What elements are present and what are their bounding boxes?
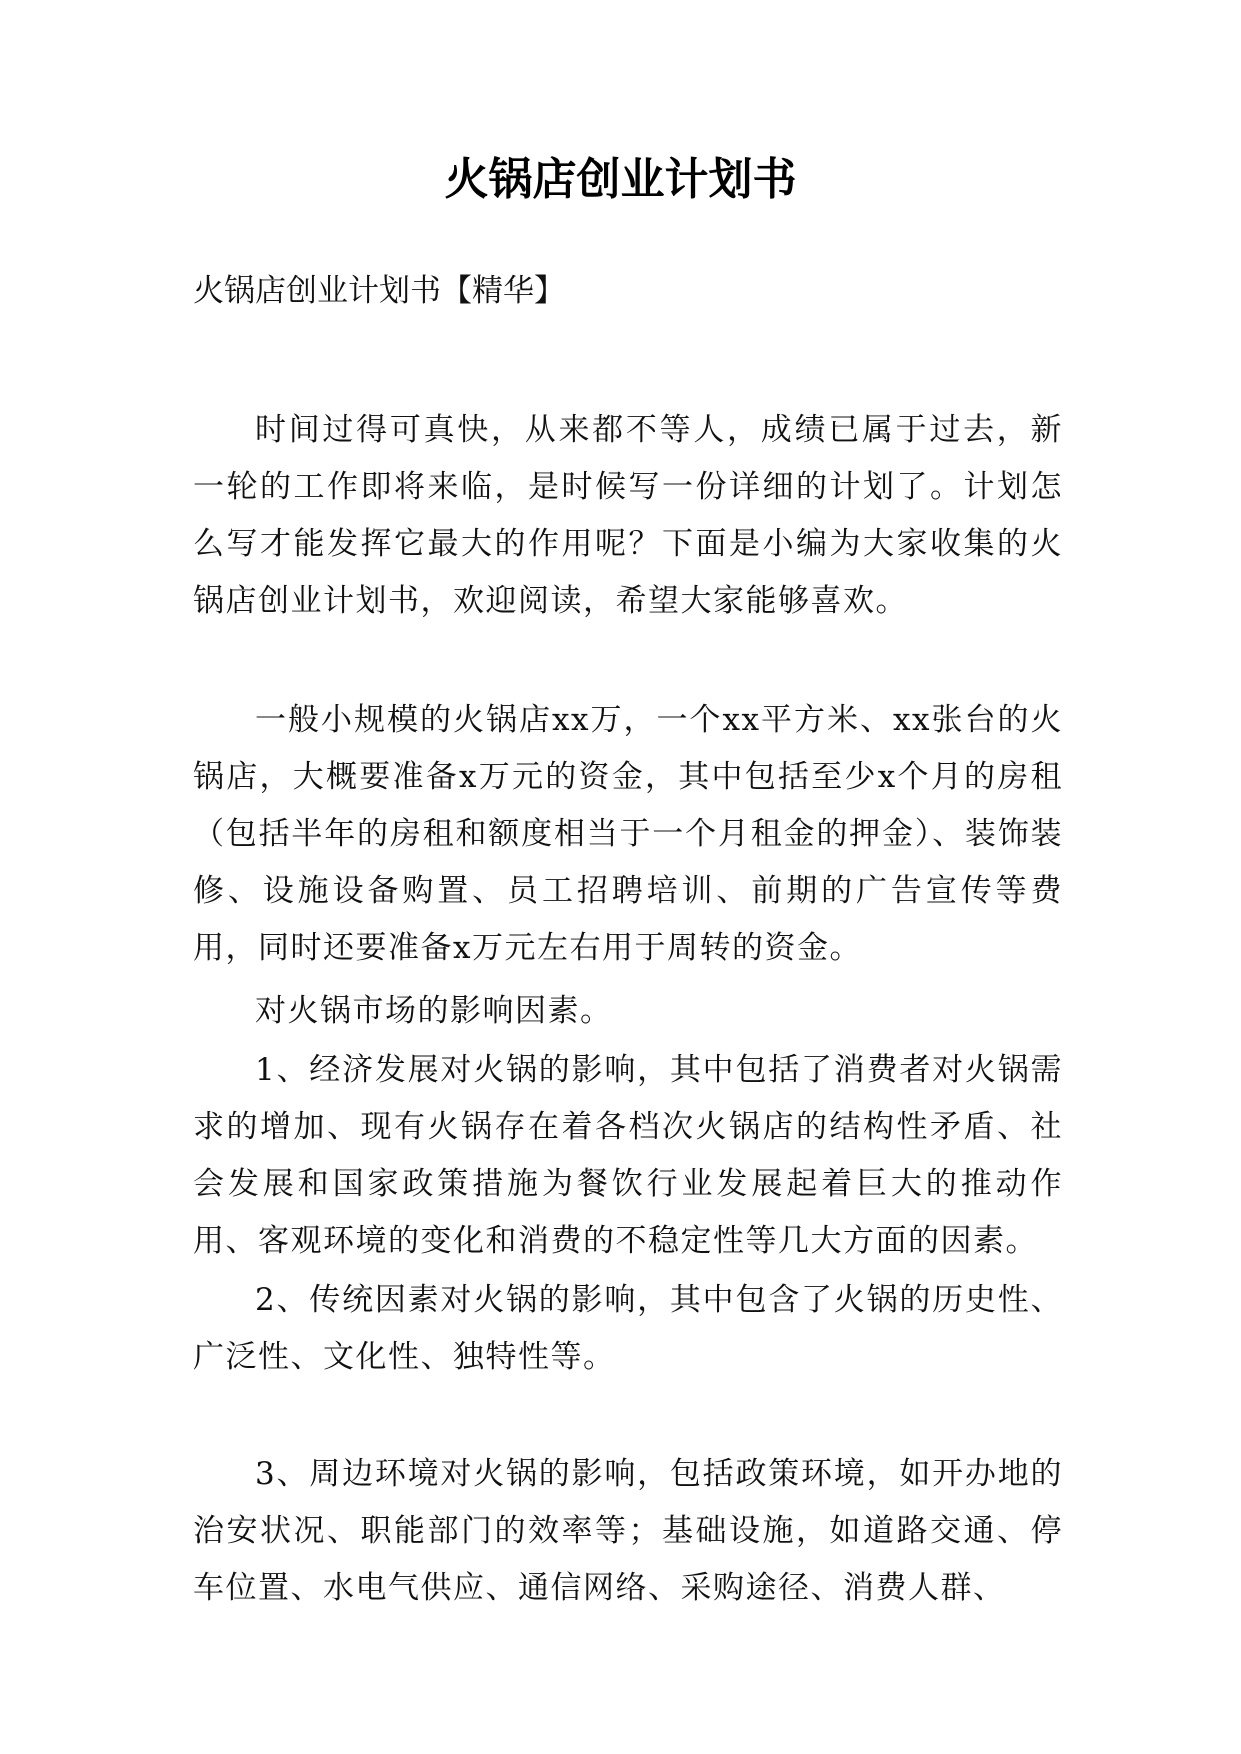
paragraph-funding: 一般小规模的火锅店xx万，一个xx平方米、xx张台的火锅店，大概要准备x万元的资金，其中包括至少x个月的房租（包括半年的房租和额度相当于一个月租金的押金）、装饰装修、设施设备购置、员工招聘培训、前期的广告宣传等费用，同时还要准备x万元左右用于周转的资金。 [193,702,1063,966]
paragraph-factor-environment: 3、周边环境对火锅的影响，包括政策环境，如开办地的治安状况、职能部门的效率等；基础设施，如道路交通、停车位置、水电气供应、通信网络、采购途径、消费人群、 [193,1456,1063,1606]
paragraph-factors-heading: 对火锅市场的影响因素。 [255,993,613,1029]
document-title: 火锅店创业计划书 [444,154,797,205]
paragraph-factor-tradition: 2、传统因素对火锅的影响，其中包含了火锅的历史性、广泛性、文化性、独特性等。 [193,1282,1063,1375]
document-subtitle: 火锅店创业计划书【精华】 [193,273,565,309]
paragraph-factor-economy: 1、经济发展对火锅的影响，其中包括了消费者对火锅需求的增加、现有火锅存在着各档次火锅店的结构性矛盾、社会发展和国家政策措施为餐饮行业发展起着巨大的推动作用、客观环境的变化和消费的不稳定性等几大方面的因素。 [193,1052,1063,1259]
paragraph-intro: 时间过得可真快，从来都不等人，成绩已属于过去，新一轮的工作即将来临，是时候写一份详细的计划了。计划怎么写才能发挥它最大的作用呢？下面是小编为大家收集的火锅店创业计划书，欢迎阅读，希望大家能够喜欢。 [193,412,1063,619]
